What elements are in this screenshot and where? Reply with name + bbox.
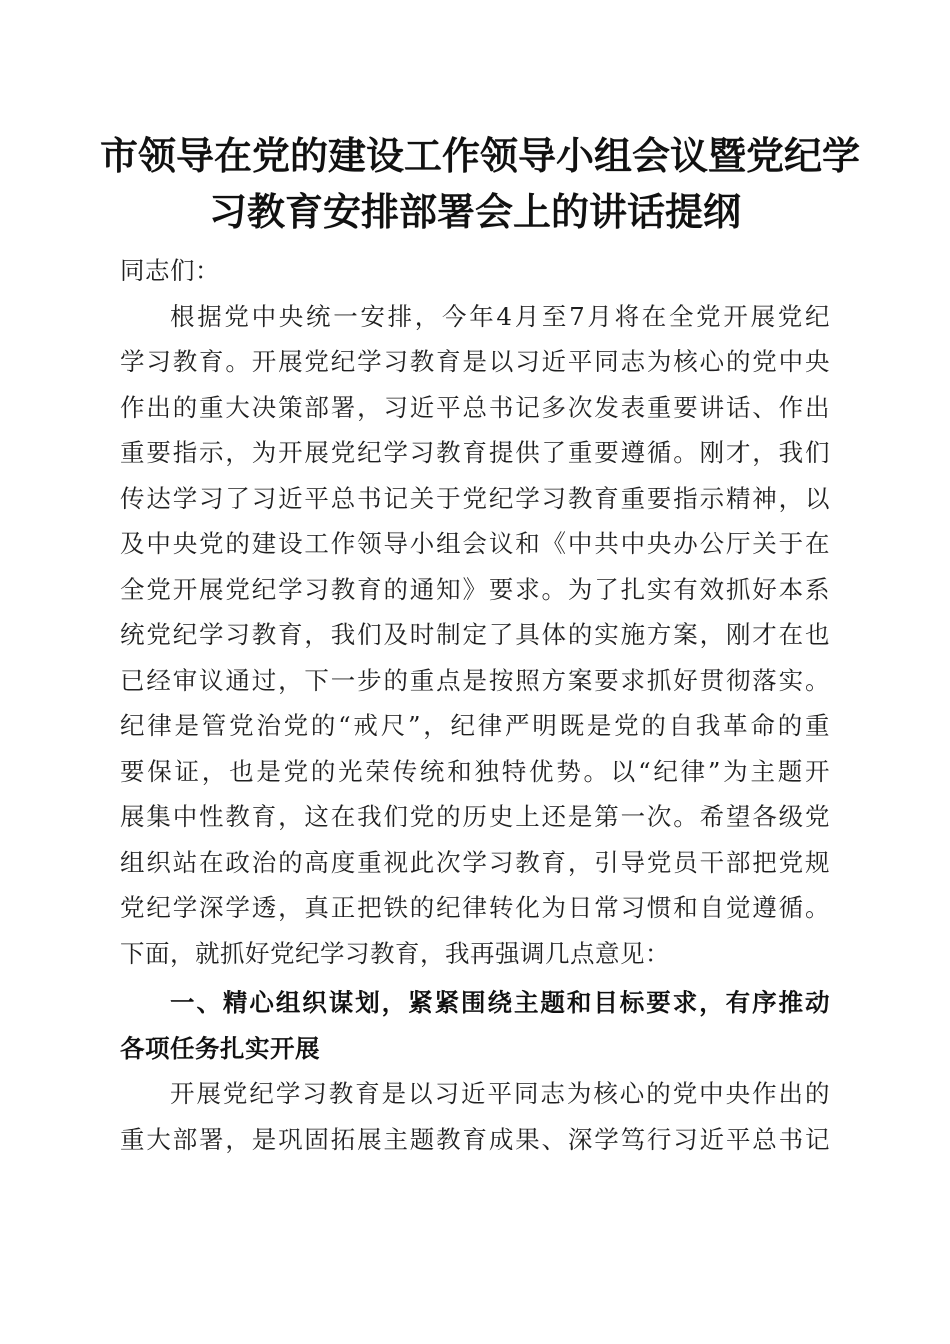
paragraph-line: 下面，就抓好党纪学习教育，我再强调几点意见： [120,938,670,968]
section-heading-1 [120,980,830,1071]
paragraph-2 [120,1071,830,1162]
title-line-2: 习教育安排部署会上的讲话提纲 [208,189,741,234]
paragraph-line: 统党纪学习教育，我们及时制定了具体的实施方案，刚才在也 [120,620,830,649]
heading-line: 一、精心组织谋划，紧紧围绕主题和目标要求，有序推动 [170,988,830,1017]
paragraph-line: 组织站在政治的高度重视此次学习教育，引导党员干部把党规 [120,847,830,877]
paragraph-line: 及中央党的建设工作领导小组会议和《中共中央办公厅关于在 [120,529,830,558]
document-body [120,248,830,1162]
paragraph-line: 重要指示，为开展党纪学习教育提供了重要遵循。刚才，我们 [120,438,830,467]
paragraph-line: 纪律是管党治党的“戒尺”，纪律严明既是党的自我革命的重 [120,711,830,740]
paragraph-line: 展集中性教育，这在我们党的历史上还是第一次。希望各级党 [120,802,830,831]
paragraph-line: 已经审议通过，下一步的重点是按照方案要求抓好贯彻落实。 [120,665,830,695]
paragraph-line: 开展党纪学习教育是以习近平同志为核心的党中央作出的 [170,1079,830,1108]
paragraph-line: 传达学习了习近平总书记关于党纪学习教育重要指示精神，以 [120,483,830,513]
paragraph-line: 作出的重大决策部署，习近平总书记多次发表重要讲话、作出 [120,392,830,422]
paragraph-line: 要保证，也是党的光荣传统和独特优势。以“纪律”为主题开 [120,756,830,786]
title-line-1: 市领导在党的建设工作领导小组会议暨党纪学 [100,133,861,178]
paragraph-line: 重大部署，是巩固拓展主题教育成果、深学笃行习近平总书记 [120,1124,830,1154]
heading-line: 各项任务扎实开展 [120,1033,320,1063]
paragraph-line: 学习教育。开展党纪学习教育是以习近平同志为核心的党中央 [120,347,830,376]
paragraph-line: 根据党中央统一安排，今年4月至7月将在全党开展党纪 [170,301,830,331]
paragraph-line: 全党开展党纪学习教育的通知》要求。为了扎实有效抓好本系 [120,574,830,604]
salutation: 同志们： [120,256,220,285]
paragraph-1 [120,294,830,977]
document-title [100,128,861,240]
paragraph-line: 党纪学深学透，真正把铁的纪律转化为日常习惯和自觉遵循。 [120,893,830,922]
